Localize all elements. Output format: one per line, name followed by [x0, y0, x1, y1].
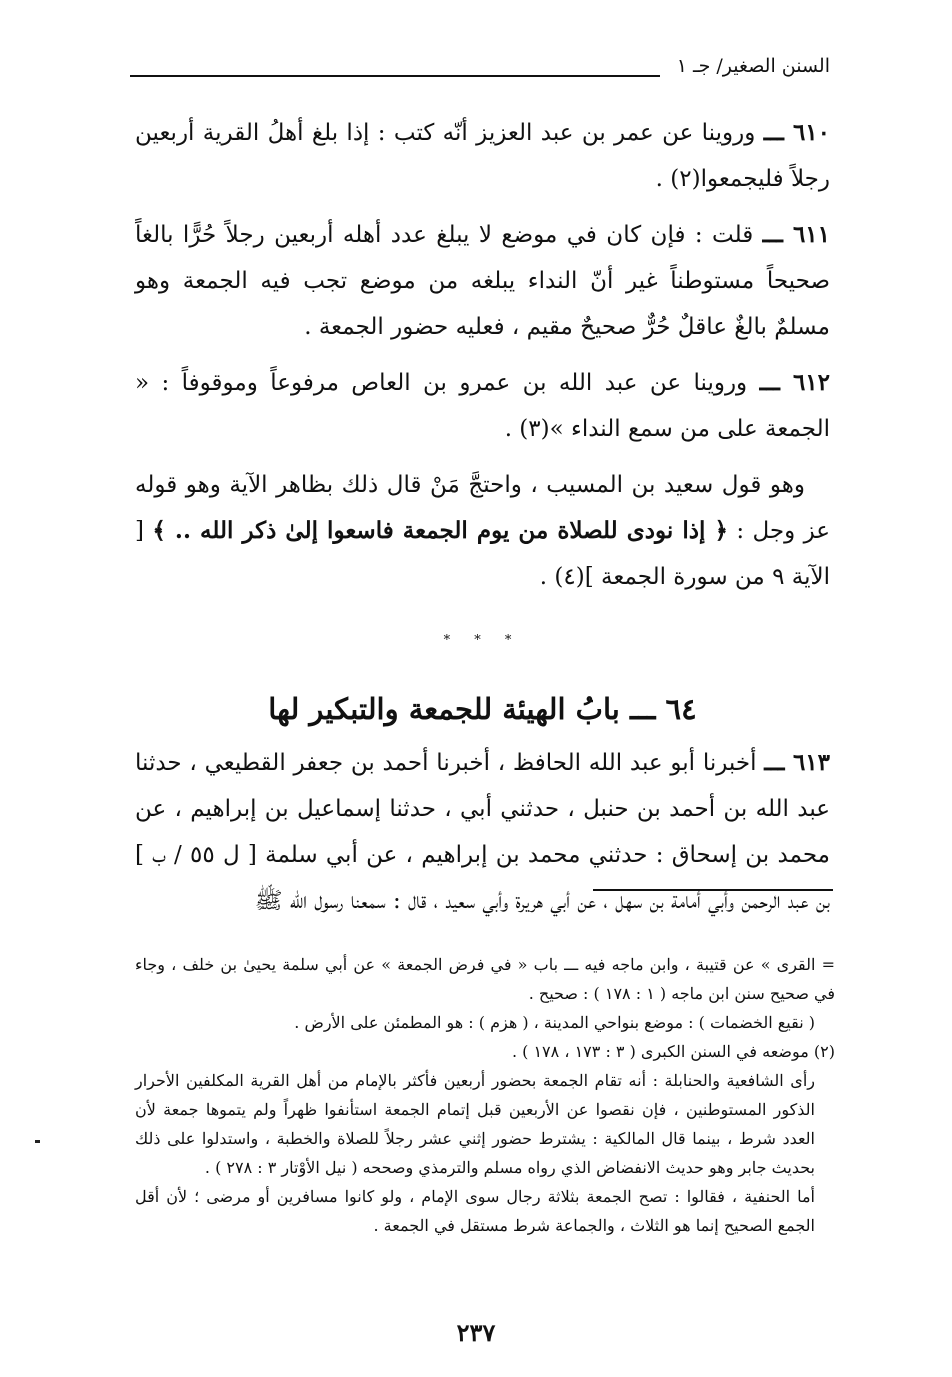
- commentary-paragraph: [135, 462, 830, 600]
- hadith-number: ٦١١ ـــ: [762, 221, 830, 248]
- commentary-text: وهو قول سعيد بن المسيب ، واحتجَّ مَنْ قال ذلك بظاهر الآية وهو قوله عز وجل :: [135, 472, 831, 544]
- section-separator: * * *: [443, 633, 522, 648]
- main-text: [135, 110, 830, 934]
- page-number: ٢٣٧: [456, 1318, 496, 1347]
- hadith-text: وروينا عن عمر بن عبد العزيز أنّه كتب : إذا بلغ أهلُ القرية أربعين رجلاً فليجمعوا(٢) .: [135, 120, 830, 192]
- chapter-title: ٦٤ ـــ بابُ الهيئة للجمعة والتبكير لها: [268, 692, 697, 726]
- hadith-text: قلت : فإن كان في موضع لا يبلغ عدد أهله أربعين رجلاً حُرًّا بالغاً صحيحاً مستوطناً غير أنّ النداء يبلغه من موضع تجب فيه الجمعة وهو مسلمٌ بالغٌ عاقلٌ حُرٌّ صحيحٌ مقيم ، فعليه حضور الجمعة .: [135, 222, 830, 340]
- hadith-number: ٦١٣ ـــ: [764, 749, 831, 776]
- hadith-612: [135, 360, 830, 452]
- hadith-text: أخبرنا أبو عبد الله الحافظ ، أخبرنا أحمد بن جعفر القطيعي ، حدثنا عبد الله بن أحمد بن حنبل ، حدثني أبي ، حدثنا إسماعيل بن إبراهيم ، عن محمد بن إسحاق : حدثني محمد بن إبراهيم ، عن أبي سلمة [ ل ٥٥ / ب ] بن عبد الرحمن وأبي أمامة بن سهل ، عن أبي هريرة وأبي سعيد ، قال : سمعنا رسول الله ﷺ: [135, 750, 830, 914]
- header-rule: [130, 75, 660, 77]
- hadith-611: [135, 212, 830, 350]
- footnote-divider: [593, 889, 833, 891]
- hadith-610: [135, 110, 830, 202]
- footnote: ( نقيع الخضمات ) : موضع بنواحي المدينة ، ( هزم ) : هو المطمئن على الأرض .: [294, 1013, 815, 1032]
- hadith-number: ٦١٢ ـــ: [759, 369, 830, 396]
- running-header: [130, 55, 830, 85]
- hadith-text: وروينا عن عبد الله بن عمرو بن العاص مرفوعاً وموقوفاً : « الجمعة على من سمع النداء »(٣) .: [135, 370, 830, 442]
- footnote: رأى الشافعية والحنابلة : أنه تقام الجمعة بحضور أربعين فأكثر بالإمام من أهل القرية المكلفين الأحرار الذكور المستوطنين ، فإن نقصوا عن الأربعين قبل إتمام الجمعة استأنفوا ظهراً ولم يتموها جمعة لأن العدد شرط ، بينما قال المالكية : يشترط حضور إثني عشر رجلاً للصلاة والخطبة ، واستدلوا على ذلك بحديث جابر وهو حديث الانفضاض الذي رواه مسلم والترمذي وصححه ( نيل الأوْتار ٣ : ٢٧٨ ) .: [135, 1071, 816, 1177]
- verse-reference: [ الآية ٩ من سورة الجمعة ](٤) .: [135, 518, 830, 590]
- header-title: السنن الصغير/ جـ ١: [676, 55, 830, 77]
- footnotes: [135, 950, 835, 1240]
- hadith-number: ٦١٠ ـــ: [763, 119, 830, 146]
- footnote: (٢) موضعه في السنن الكبرى ( ٣ : ١٧٣ ، ١٧٨ ) .: [511, 1042, 835, 1061]
- scan-speck: [35, 1140, 40, 1143]
- hadith-613: [135, 740, 830, 924]
- footnote: أما الحنفية ، فقالوا : تصح الجمعة بثلاثة رجال سوى الإمام ، ولو كانوا مسافرين أو مرضى ؛ لأن أقل الجمع الصحيح إنما هو الثلاث ، والجماعة شرط مستقل في الجمعة .: [135, 1187, 815, 1235]
- quran-verse: ﴿ إذا نودى للصلاة من يوم الجمعة فاسعوا إلىٰ ذكر الله .. ﴾: [152, 517, 728, 544]
- footnote: = القرى » عن قتيبة ، وابن ماجه فيه ـــ باب « في فرض الجمعة » عن أبي سلمة يحيىٰ بن خلف ، وجاء في صحيح سنن ابن ماجه ( ١ : ١٧٨ ) : صحيح .: [135, 955, 836, 1003]
